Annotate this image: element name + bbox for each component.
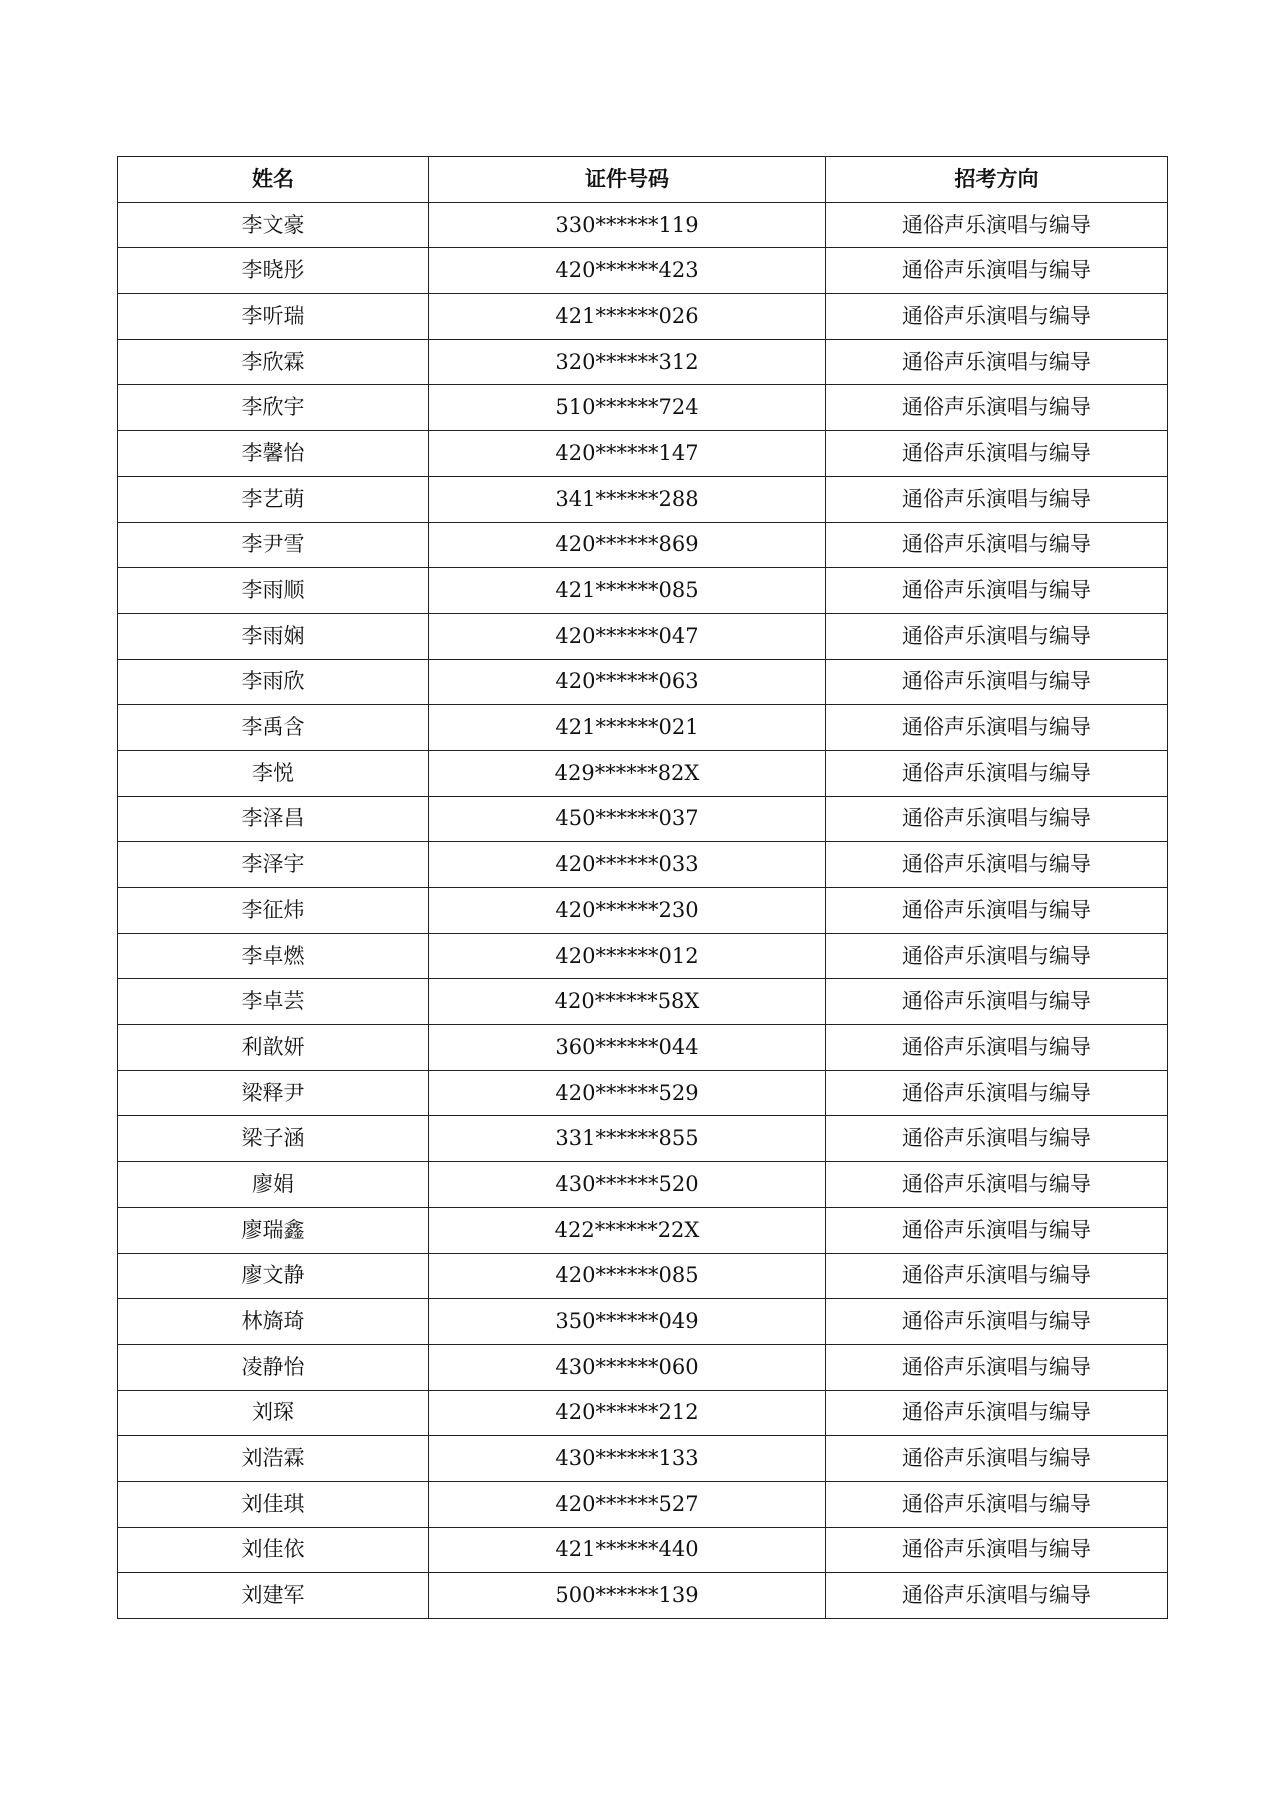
id-number-cell: 420******063 xyxy=(429,659,826,705)
name-cell: 李艺萌 xyxy=(118,476,429,522)
name-cell: 李馨怡 xyxy=(118,431,429,477)
name-cell: 利歆妍 xyxy=(118,1025,429,1071)
direction-cell: 通俗声乐演唱与编导 xyxy=(826,705,1168,751)
name-cell: 刘建军 xyxy=(118,1573,429,1619)
direction-cell: 通俗声乐演唱与编导 xyxy=(826,979,1168,1025)
name-cell: 李欣霖 xyxy=(118,339,429,385)
table-row xyxy=(118,385,1168,431)
direction-cell: 通俗声乐演唱与编导 xyxy=(826,1481,1168,1527)
id-number-cell: 420******085 xyxy=(429,1253,826,1299)
direction-cell: 通俗声乐演唱与编导 xyxy=(826,522,1168,568)
id-number-cell: 350******049 xyxy=(429,1299,826,1345)
table-row xyxy=(118,979,1168,1025)
id-number-cell: 422******22X xyxy=(429,1207,826,1253)
name-cell: 李欣宇 xyxy=(118,385,429,431)
direction-cell: 通俗声乐演唱与编导 xyxy=(826,842,1168,888)
direction-cell: 通俗声乐演唱与编导 xyxy=(826,750,1168,796)
table-row xyxy=(118,888,1168,934)
name-cell: 李卓燃 xyxy=(118,933,429,979)
id-number-cell: 420******423 xyxy=(429,248,826,294)
id-number-cell: 420******047 xyxy=(429,613,826,659)
direction-cell: 通俗声乐演唱与编导 xyxy=(826,888,1168,934)
table-row xyxy=(118,568,1168,614)
table-row xyxy=(118,659,1168,705)
name-cell: 刘浩霖 xyxy=(118,1436,429,1482)
id-number-cell: 420******529 xyxy=(429,1070,826,1116)
header-id-number: 证件号码 xyxy=(429,157,826,203)
id-number-cell: 450******037 xyxy=(429,796,826,842)
direction-cell: 通俗声乐演唱与编导 xyxy=(826,1162,1168,1208)
table-row xyxy=(118,1344,1168,1390)
id-number-cell: 421******021 xyxy=(429,705,826,751)
name-cell: 刘佳琪 xyxy=(118,1481,429,1527)
table-row xyxy=(118,1162,1168,1208)
name-cell: 李雨娴 xyxy=(118,613,429,659)
id-number-cell: 500******139 xyxy=(429,1573,826,1619)
table-body xyxy=(118,202,1168,1618)
id-number-cell: 360******044 xyxy=(429,1025,826,1071)
direction-cell: 通俗声乐演唱与编导 xyxy=(826,1390,1168,1436)
name-cell: 刘琛 xyxy=(118,1390,429,1436)
direction-cell: 通俗声乐演唱与编导 xyxy=(826,1299,1168,1345)
direction-cell: 通俗声乐演唱与编导 xyxy=(826,1573,1168,1619)
direction-cell: 通俗声乐演唱与编导 xyxy=(826,476,1168,522)
table-row xyxy=(118,613,1168,659)
name-cell: 李尹雪 xyxy=(118,522,429,568)
table-row xyxy=(118,1573,1168,1619)
table-row xyxy=(118,1207,1168,1253)
id-number-cell: 429******82X xyxy=(429,750,826,796)
table-row xyxy=(118,248,1168,294)
id-number-cell: 421******026 xyxy=(429,294,826,340)
id-number-cell: 430******520 xyxy=(429,1162,826,1208)
table-row xyxy=(118,202,1168,248)
id-number-cell: 420******527 xyxy=(429,1481,826,1527)
id-number-cell: 420******869 xyxy=(429,522,826,568)
id-number-cell: 420******033 xyxy=(429,842,826,888)
name-cell: 廖瑞鑫 xyxy=(118,1207,429,1253)
direction-cell: 通俗声乐演唱与编导 xyxy=(826,1116,1168,1162)
direction-cell: 通俗声乐演唱与编导 xyxy=(826,339,1168,385)
name-cell: 李听瑞 xyxy=(118,294,429,340)
direction-cell: 通俗声乐演唱与编导 xyxy=(826,1207,1168,1253)
name-cell: 林旖琦 xyxy=(118,1299,429,1345)
table-row xyxy=(118,1527,1168,1573)
direction-cell: 通俗声乐演唱与编导 xyxy=(826,659,1168,705)
direction-cell: 通俗声乐演唱与编导 xyxy=(826,1025,1168,1071)
header-direction: 招考方向 xyxy=(826,157,1168,203)
direction-cell: 通俗声乐演唱与编导 xyxy=(826,385,1168,431)
name-cell: 廖文静 xyxy=(118,1253,429,1299)
table-row xyxy=(118,339,1168,385)
name-cell: 廖娟 xyxy=(118,1162,429,1208)
table-row xyxy=(118,750,1168,796)
table-row xyxy=(118,705,1168,751)
table-row xyxy=(118,476,1168,522)
direction-cell: 通俗声乐演唱与编导 xyxy=(826,1070,1168,1116)
table-row xyxy=(118,1070,1168,1116)
id-number-cell: 420******212 xyxy=(429,1390,826,1436)
name-cell: 李悦 xyxy=(118,750,429,796)
table-row xyxy=(118,796,1168,842)
id-number-cell: 420******230 xyxy=(429,888,826,934)
id-number-cell: 331******855 xyxy=(429,1116,826,1162)
id-number-cell: 330******119 xyxy=(429,202,826,248)
table-row xyxy=(118,1299,1168,1345)
name-cell: 梁子涵 xyxy=(118,1116,429,1162)
name-cell: 李泽昌 xyxy=(118,796,429,842)
id-number-cell: 421******085 xyxy=(429,568,826,614)
table-row xyxy=(118,933,1168,979)
name-cell: 李文豪 xyxy=(118,202,429,248)
name-cell: 李雨欣 xyxy=(118,659,429,705)
name-cell: 李禹含 xyxy=(118,705,429,751)
table-row xyxy=(118,431,1168,477)
name-cell: 李晓彤 xyxy=(118,248,429,294)
id-number-cell: 320******312 xyxy=(429,339,826,385)
id-number-cell: 420******58X xyxy=(429,979,826,1025)
name-cell: 梁释尹 xyxy=(118,1070,429,1116)
direction-cell: 通俗声乐演唱与编导 xyxy=(826,248,1168,294)
direction-cell: 通俗声乐演唱与编导 xyxy=(826,1344,1168,1390)
header-name: 姓名 xyxy=(118,157,429,203)
table-row xyxy=(118,294,1168,340)
table-row xyxy=(118,1253,1168,1299)
direction-cell: 通俗声乐演唱与编导 xyxy=(826,202,1168,248)
id-number-cell: 430******060 xyxy=(429,1344,826,1390)
direction-cell: 通俗声乐演唱与编导 xyxy=(826,933,1168,979)
id-number-cell: 341******288 xyxy=(429,476,826,522)
direction-cell: 通俗声乐演唱与编导 xyxy=(826,431,1168,477)
table-row xyxy=(118,1481,1168,1527)
id-number-cell: 430******133 xyxy=(429,1436,826,1482)
name-cell: 李雨顺 xyxy=(118,568,429,614)
table-row xyxy=(118,842,1168,888)
id-number-cell: 510******724 xyxy=(429,385,826,431)
table-row xyxy=(118,1436,1168,1482)
direction-cell: 通俗声乐演唱与编导 xyxy=(826,796,1168,842)
direction-cell: 通俗声乐演唱与编导 xyxy=(826,613,1168,659)
table-header-row xyxy=(118,157,1168,203)
direction-cell: 通俗声乐演唱与编导 xyxy=(826,1253,1168,1299)
direction-cell: 通俗声乐演唱与编导 xyxy=(826,1527,1168,1573)
direction-cell: 通俗声乐演唱与编导 xyxy=(826,294,1168,340)
table-row xyxy=(118,1390,1168,1436)
direction-cell: 通俗声乐演唱与编导 xyxy=(826,568,1168,614)
name-cell: 凌静怡 xyxy=(118,1344,429,1390)
name-cell: 李卓芸 xyxy=(118,979,429,1025)
id-number-cell: 421******440 xyxy=(429,1527,826,1573)
candidate-table xyxy=(117,156,1168,1619)
table-row xyxy=(118,522,1168,568)
name-cell: 李泽宇 xyxy=(118,842,429,888)
name-cell: 李征炜 xyxy=(118,888,429,934)
table-row xyxy=(118,1025,1168,1071)
direction-cell: 通俗声乐演唱与编导 xyxy=(826,1436,1168,1482)
table-row xyxy=(118,1116,1168,1162)
id-number-cell: 420******012 xyxy=(429,933,826,979)
name-cell: 刘佳依 xyxy=(118,1527,429,1573)
id-number-cell: 420******147 xyxy=(429,431,826,477)
